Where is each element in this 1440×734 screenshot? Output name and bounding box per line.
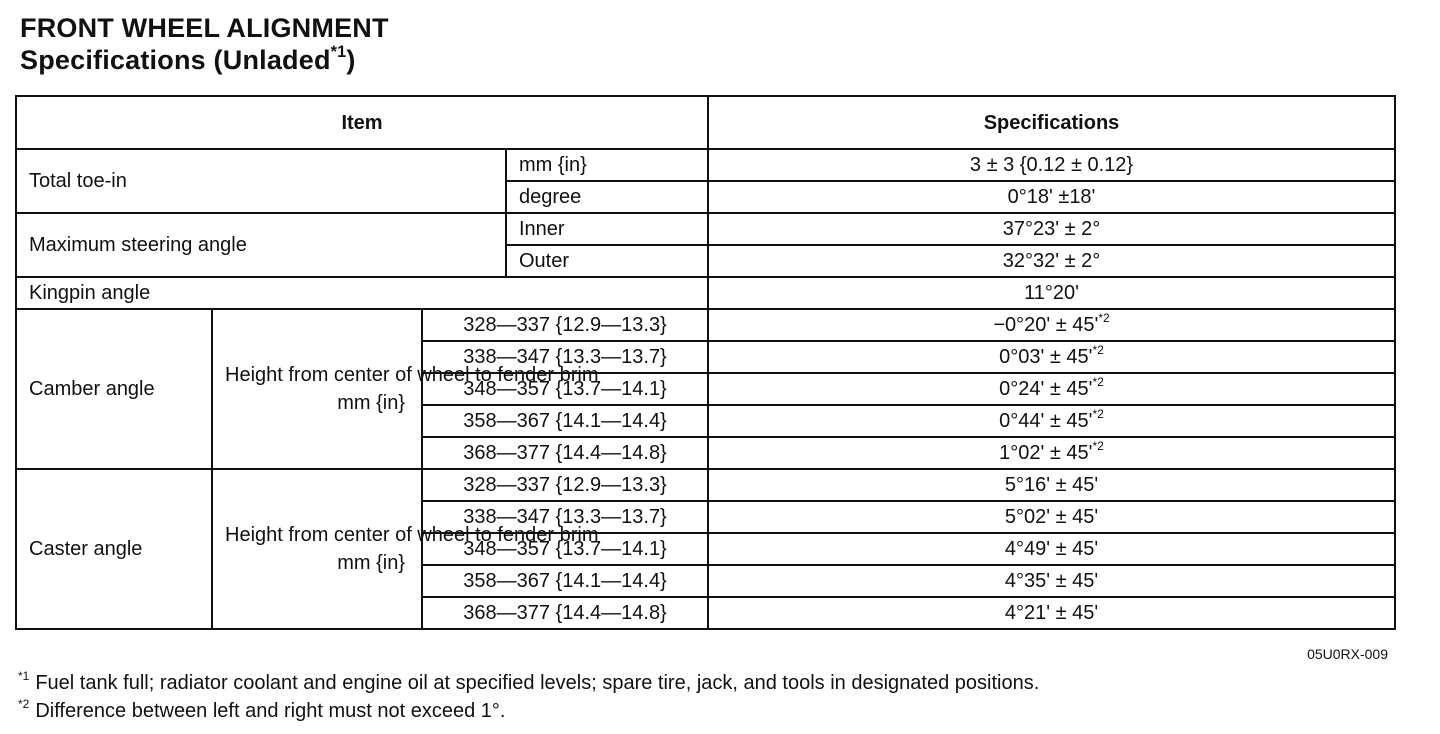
caster-height-unit: mm {in} xyxy=(337,552,405,574)
title-line-2-text: Specifications (Unladed xyxy=(20,45,331,75)
toe-in-unit-degree: degree xyxy=(506,181,708,213)
caster-spec: 4°21' ± 45' xyxy=(708,597,1395,629)
footnote-1-text: Fuel tank full; radiator coolant and engine oil at specified levels; spare tire, jack, and tools in designated positions. xyxy=(35,672,1040,694)
camber-spec xyxy=(708,309,1395,341)
caster-spec: 5°16' ± 45' xyxy=(708,469,1395,501)
steering-inner-label: Inner xyxy=(506,213,708,245)
kingpin-label: Kingpin angle xyxy=(16,277,708,309)
title-line-2-close: ) xyxy=(346,45,356,75)
table-row xyxy=(16,469,1395,501)
camber-spec-value: −0°20' ± 45' xyxy=(993,314,1099,336)
caster-range: 338—347 {13.3—13.7} xyxy=(422,501,708,533)
table-row xyxy=(16,309,1395,341)
caster-spec: 4°49' ± 45' xyxy=(708,533,1395,565)
max-steering-label: Maximum steering angle xyxy=(16,213,506,277)
kingpin-spec: 11°20' xyxy=(708,277,1395,309)
caster-spec: 4°35' ± 45' xyxy=(708,565,1395,597)
toe-in-unit-mm: mm {in} xyxy=(506,149,708,181)
camber-label: Camber angle xyxy=(16,309,212,469)
caster-range: 348—357 {13.7—14.1} xyxy=(422,533,708,565)
title-footnote-mark: *1 xyxy=(330,43,347,62)
camber-spec-mark: *2 xyxy=(1098,311,1110,326)
total-toe-in-label: Total toe-in xyxy=(16,149,506,213)
caster-range: 328—337 {12.9—13.3} xyxy=(422,469,708,501)
table-row xyxy=(16,277,1395,309)
steering-outer-spec: 32°32' ± 2° xyxy=(708,245,1395,277)
camber-range: 328—337 {12.9—13.3} xyxy=(422,309,708,341)
camber-spec-mark: *2 xyxy=(1092,375,1104,390)
camber-spec-value: 0°44' ± 45' xyxy=(999,410,1093,432)
camber-height-unit: mm {in} xyxy=(337,392,405,414)
alignment-spec-table xyxy=(15,95,1396,630)
caster-label: Caster angle xyxy=(16,469,212,629)
footnote-2-text: Difference between left and right must not exceed 1°. xyxy=(35,700,506,722)
toe-in-spec-degree: 0°18' ±18' xyxy=(708,181,1395,213)
camber-spec xyxy=(708,405,1395,437)
camber-spec-mark: *2 xyxy=(1092,439,1104,454)
caster-spec: 5°02' ± 45' xyxy=(708,501,1395,533)
footnote-2-mark: *2 xyxy=(18,697,30,712)
table-row xyxy=(16,213,1395,245)
figure-reference-code: 05U0RX-009 xyxy=(1307,646,1388,662)
title-line-2 xyxy=(20,44,389,76)
footnote-2 xyxy=(18,698,505,724)
steering-inner-spec: 37°23' ± 2° xyxy=(708,213,1395,245)
footnote-1-mark: *1 xyxy=(18,669,30,684)
header-specifications: Specifications xyxy=(708,96,1395,149)
camber-spec xyxy=(708,437,1395,469)
camber-range: 338—347 {13.3—13.7} xyxy=(422,341,708,373)
header-item: Item xyxy=(16,96,708,149)
camber-range: 368—377 {14.4—14.8} xyxy=(422,437,708,469)
camber-height-text: Height from center of wheel to fender brim xyxy=(225,364,599,386)
table-header-row xyxy=(16,96,1395,149)
footnote-1 xyxy=(18,670,1039,696)
caster-range: 368—377 {14.4—14.8} xyxy=(422,597,708,629)
table-row xyxy=(16,149,1395,181)
camber-range: 358—367 {14.1—14.4} xyxy=(422,405,708,437)
caster-range: 358—367 {14.1—14.4} xyxy=(422,565,708,597)
caster-height-text: Height from center of wheel to fender brim xyxy=(225,524,599,546)
camber-spec-value: 0°03' ± 45' xyxy=(999,346,1093,368)
title-line-1: FRONT WHEEL ALIGNMENT xyxy=(20,13,389,43)
camber-spec-mark: *2 xyxy=(1092,407,1104,422)
toe-in-spec-mm: 3 ± 3 {0.12 ± 0.12} xyxy=(708,149,1395,181)
camber-spec-value: 1°02' ± 45' xyxy=(999,442,1093,464)
page-title xyxy=(20,12,389,76)
camber-spec xyxy=(708,373,1395,405)
steering-outer-label: Outer xyxy=(506,245,708,277)
camber-spec-mark: *2 xyxy=(1092,343,1104,358)
camber-spec-value: 0°24' ± 45' xyxy=(999,378,1093,400)
camber-spec xyxy=(708,341,1395,373)
camber-range: 348—357 {13.7—14.1} xyxy=(422,373,708,405)
